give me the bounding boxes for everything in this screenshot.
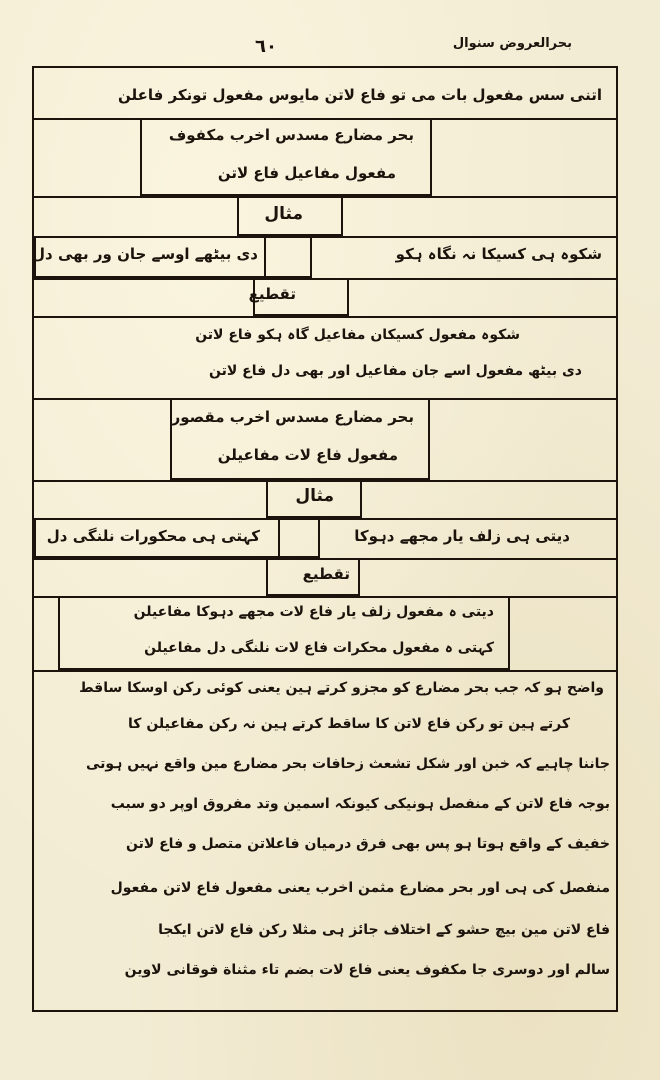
example-hemistich: شکوہ ہی کسیکا نہ نگاہ ہکو: [395, 245, 602, 263]
meter-feet: مفعول فاع لات مفاعیلن: [217, 446, 398, 464]
scansion-line: دیتی ہ مفعول زلف یار فاع لات مجھے دہوکا مفاعیلن: [133, 604, 494, 620]
running-header: بحرالعروض سنوال: [452, 36, 572, 51]
paragraph-line: بوجہ فاع لاتن کے منفصل ہونیکی کیونکہ اسمین وتد مفروق اوپر دو سبب: [110, 796, 610, 812]
paragraph-line: خفیف کے واقع ہوتا ہو پس بھی فرق درمیان فاعلاتن متصل و فاع لاتن: [125, 836, 610, 852]
page-number: ٦٠: [255, 36, 277, 57]
example-label: مثال: [295, 486, 334, 506]
frame-bottom-rule: [32, 1010, 618, 1012]
example-hemistich: کہتی ہی محکورات نلنگی دل: [46, 527, 260, 545]
scansion-label: تقطیع: [302, 565, 350, 583]
example-spacer: [278, 518, 320, 558]
divider: [32, 316, 618, 318]
verse-line: اتنی سس مفعول بات می تو فاع لاتن مایوس مفعول تونکر فاعلن: [118, 86, 602, 104]
paragraph-line: واضح ہو کہ جب بحر مضارع کو مجزو کرتے ہین یعنی کوئی رکن اوسکا ساقط: [79, 680, 604, 696]
meter-title: بحر مضارع مسدس اخرب مکفوف: [168, 126, 414, 144]
meter-title: بحر مضارع مسدس اخرب مقصور: [171, 408, 414, 426]
scansion-line: شکوہ مفعول کسیکان مفاعیل گاہ ہکو فاع لاتن: [195, 327, 520, 343]
paragraph-line: کرتے ہین تو رکن فاع لاتن کا ساقط کرتے ہین نہ رکن مفاعیلن کا: [128, 716, 570, 732]
example-label: مثال: [264, 204, 303, 224]
example-spacer: [264, 236, 312, 278]
example-hemistich: دی بیٹھے اوسے جان ور بھی دل: [32, 245, 258, 263]
scansion-line: دی بیٹھ مفعول اسے جان مفاعیل اور بھی دل فاع لاتن: [209, 363, 582, 379]
frame-top-rule: [32, 66, 618, 68]
scansion-line: کہتی ہ مفعول محکرات فاع لات نلنگی دل مفاعیلن: [144, 640, 494, 656]
paragraph-line: منفصل کی ہی اور بحر مضارع مثمن اخرب یعنی مفعول فاع لاتن مفعول: [110, 880, 610, 896]
meter-feet: مفعول مفاعیل فاع لاتن: [217, 164, 396, 182]
example-hemistich: دیتی ہی زلف یار مجھے دہوکا: [354, 527, 570, 545]
scansion-label: تقطیع: [248, 285, 296, 303]
frame-right-rule: [616, 66, 618, 1012]
paragraph-line: جاننا چاہیے کہ خبن اور شکل تشعث زحافات بحر مضارع مین واقع نہیں ہوتی: [85, 756, 610, 772]
paragraph-line: سالم اور دوسری جا مکفوف یعنی فاع لات بضم تاء مثناة فوقانی لاوین: [124, 962, 610, 978]
divider: [32, 670, 618, 672]
paragraph-line: فاع لاتن مین بیچ حشو کے اختلاف جائز ہی مثلا رکن فاع لاتن ایکجا: [158, 922, 610, 938]
